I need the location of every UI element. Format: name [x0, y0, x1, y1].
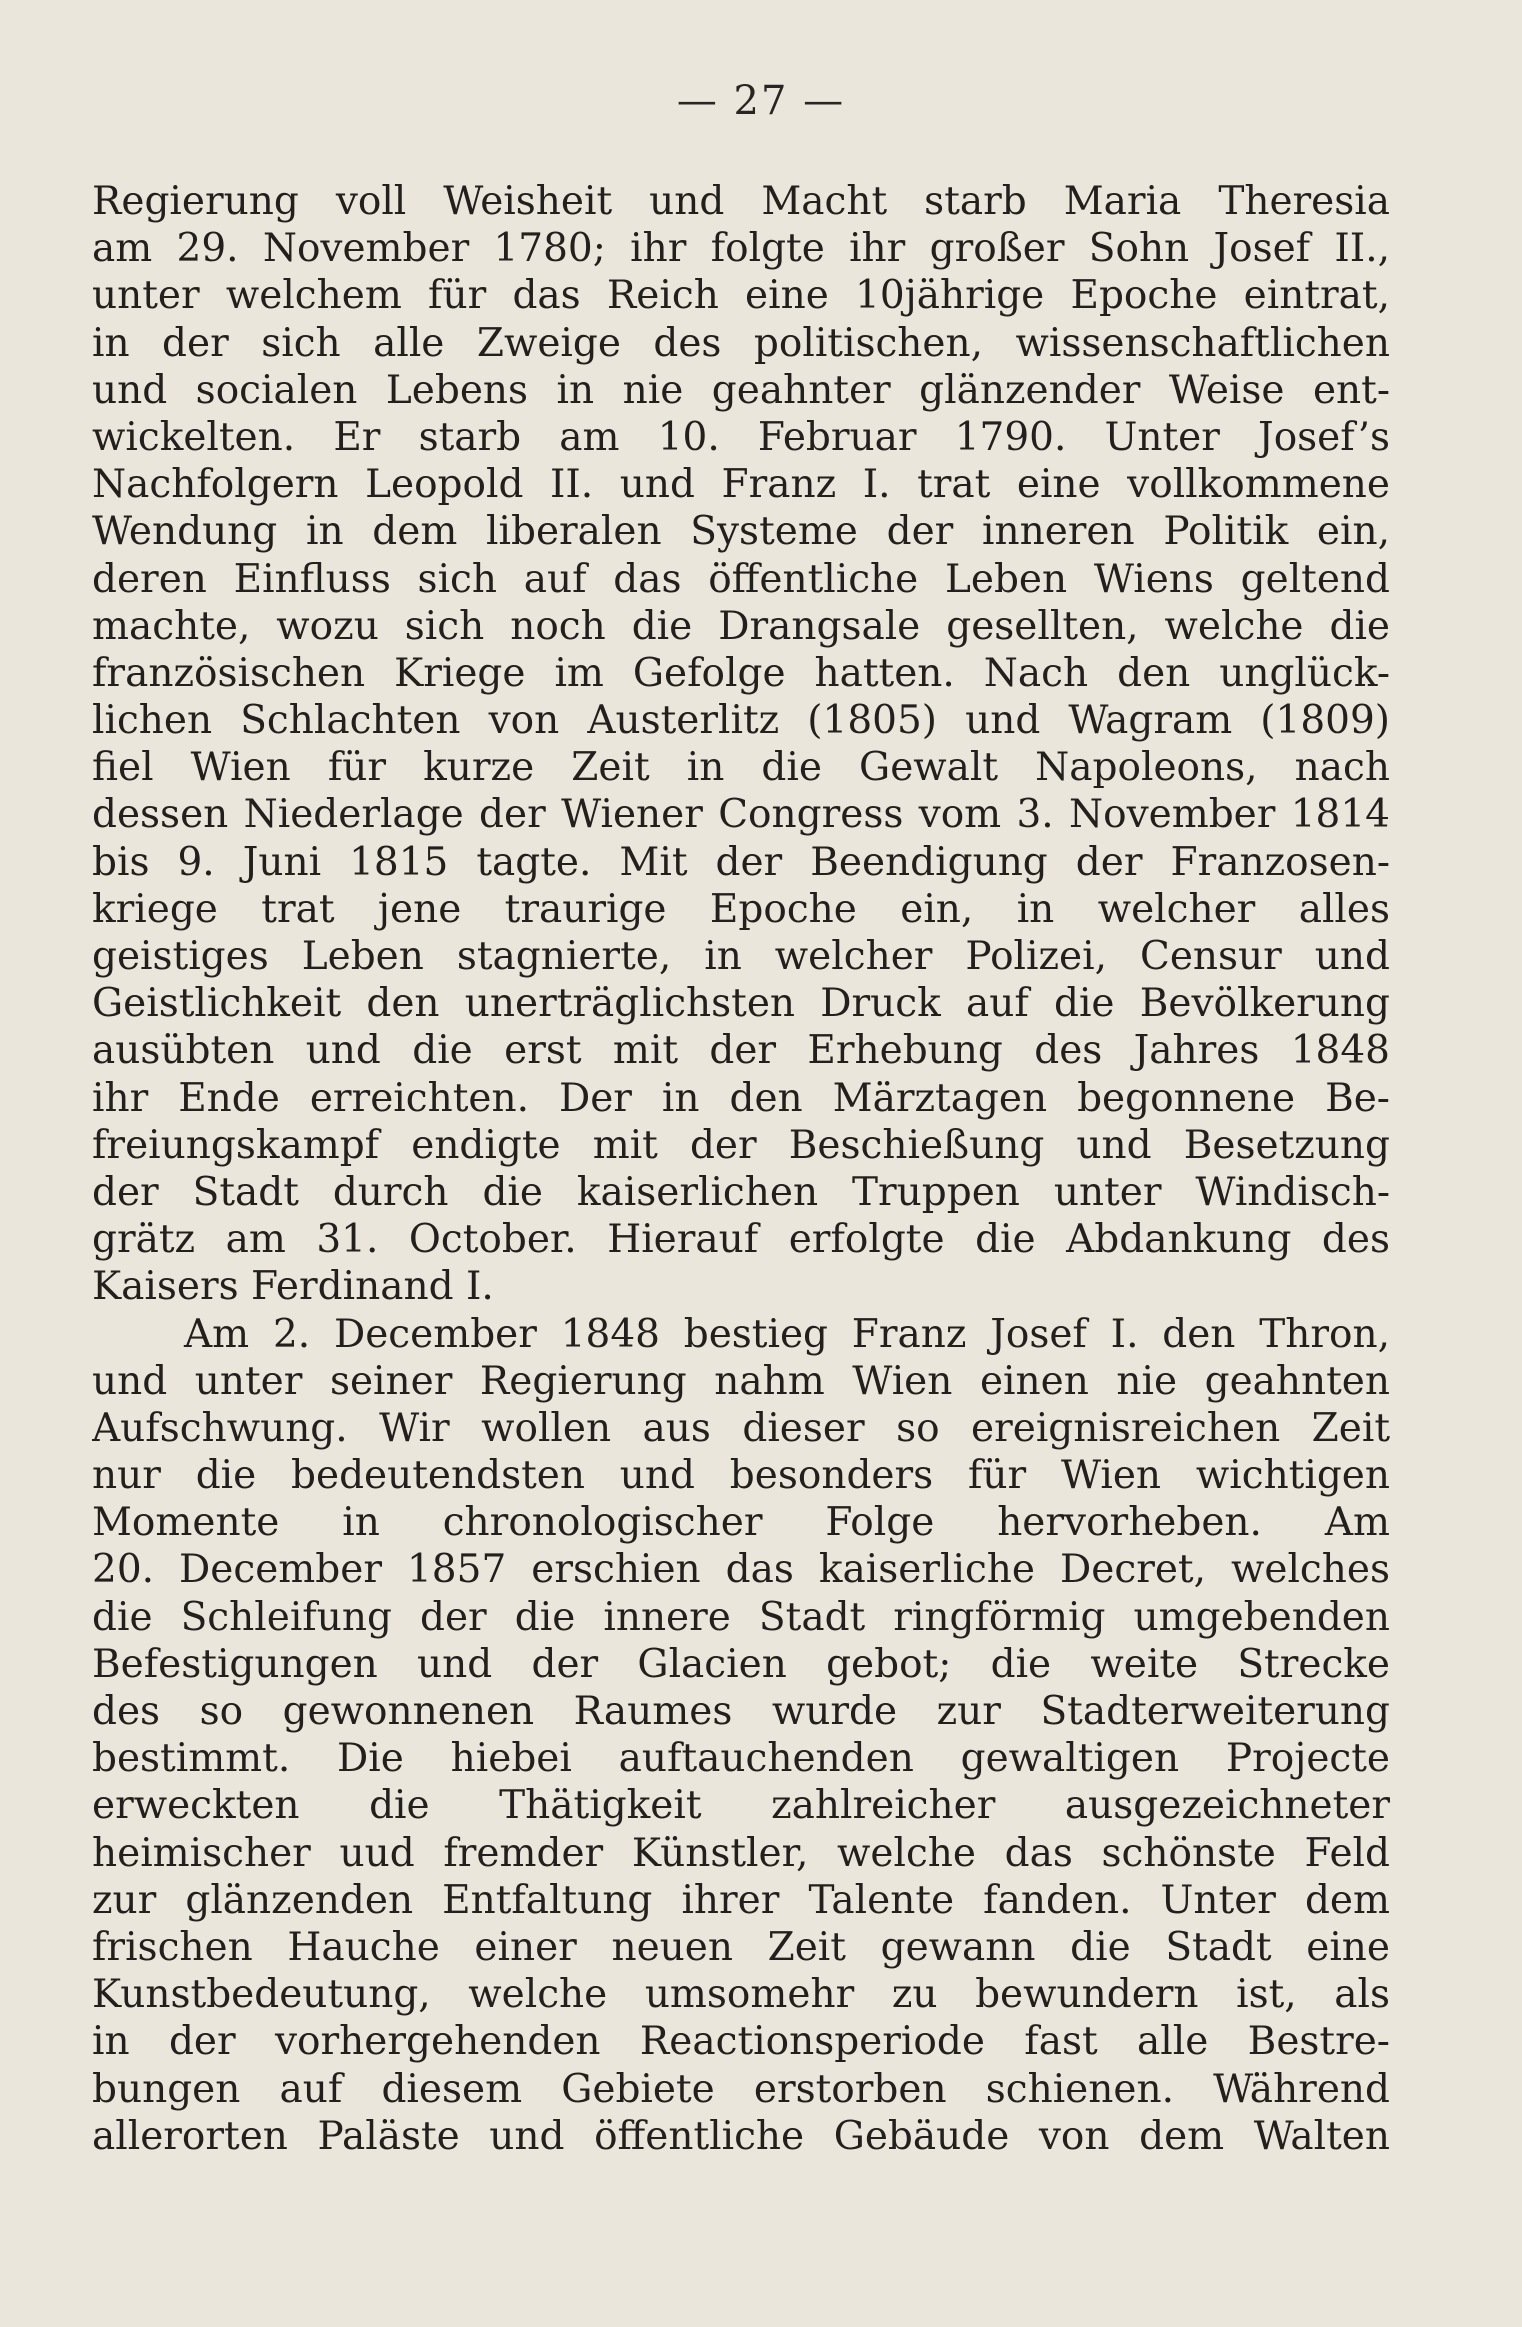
- text-line: die Schleifung der die innere Stadt ringförmig umgebenden: [92, 1594, 1390, 1640]
- text-line: grätz am 31. October. Hierauf erfolgte die Abdankung des: [92, 1217, 1390, 1263]
- text-line: bestimmt. Die hiebei auftauchenden gewaltigen Projecte: [92, 1736, 1390, 1782]
- text-line: der Stadt durch die kaiserlichen Truppen unter Windisch-: [92, 1169, 1390, 1215]
- text-line: Aufschwung. Wir wollen aus dieser so ereignisreichen Zeit: [92, 1405, 1390, 1451]
- paragraph-end-line: Kaisers Ferdinand I.: [92, 1264, 494, 1310]
- text-line: machte, wozu sich noch die Drangsale gesellten, welche die: [92, 603, 1390, 649]
- text-line: heimischer uud fremder Künstler, welche das schönste Feld: [92, 1830, 1390, 1876]
- text-line: und socialen Lebens in nie geahnter glänzender Weise ent-: [92, 367, 1390, 413]
- paragraph-start-line: Am 2. December 1848 bestieg Franz Josef I. den Thron,: [184, 1311, 1390, 1357]
- text-line: zur glänzenden Entfaltung ihrer Talente fanden. Unter dem: [92, 1877, 1390, 1923]
- text-line: Nachfolgern Leopold II. und Franz I. trat eine vollkommene: [92, 462, 1390, 508]
- text-line: bungen auf diesem Gebiete erstorben schienen. Während: [92, 2066, 1390, 2112]
- text-line: und unter seiner Regierung nahm Wien einen nie geahnten: [92, 1358, 1390, 1404]
- text-line: Wendung in dem liberalen Systeme der inneren Politik ein,: [92, 509, 1390, 555]
- text-line: am 29. November 1780; ihr folgte ihr großer Sohn Josef II.,: [92, 226, 1390, 272]
- text-line: frischen Hauche einer neuen Zeit gewann die Stadt eine: [92, 1924, 1390, 1970]
- text-line: lichen Schlachten von Austerlitz (1805) und Wagram (1809): [92, 698, 1390, 744]
- text-line: 20. December 1857 erschien das kaiserliche Decret, welches: [92, 1547, 1390, 1593]
- text-line: deren Einfluss sich auf das öffentliche Leben Wiens geltend: [92, 556, 1390, 602]
- text-line: französischen Kriege im Gefolge hatten. Nach den unglück-: [92, 650, 1390, 696]
- text-line: in der vorhergehenden Reactionsperiode fast alle Bestre-: [92, 2019, 1390, 2065]
- text-line: ihr Ende erreichten. Der in den Märztagen begonnene Be-: [92, 1075, 1390, 1121]
- text-line: dessen Niederlage der Wiener Congress vom 3. November 1814: [92, 792, 1390, 838]
- text-line: geistiges Leben stagnierte, in welcher Polizei, Censur und: [92, 934, 1390, 979]
- text-line: nur die bedeutendsten und besonders für Wien wichtigen: [92, 1453, 1390, 1499]
- text-line: ausübten und die erst mit der Erhebung des Jahres 1848: [92, 1028, 1390, 1074]
- text-line: bis 9. Juni 1815 tagte. Mit der Beendigung der Franzosen-: [92, 839, 1390, 885]
- text-line: Regierung voll Weisheit und Macht starb Maria Theresia: [92, 179, 1390, 224]
- text-line: Momente in chronologischer Folge hervorheben. Am: [92, 1500, 1390, 1546]
- text-line: allerorten Paläste und öffentliche Gebäude von dem Walten: [92, 2113, 1390, 2159]
- text-line: Befestigungen und der Glacien gebot; die weite Strecke: [92, 1641, 1390, 1687]
- text-line: Geistlichkeit den unerträglichsten Druck auf die Bevölkerung: [92, 981, 1390, 1027]
- text-line: des so gewonnenen Raumes wurde zur Stadterweiterung: [92, 1689, 1390, 1734]
- text-line: kriege trat jene traurige Epoche ein, in welcher alles: [92, 886, 1390, 932]
- text-line: in der sich alle Zweige des politischen, wissenschaftlichen: [92, 320, 1390, 366]
- body-text: [92, 178, 1390, 2160]
- text-line: fiel Wien für kurze Zeit in die Gewalt Napoleons, nach: [92, 745, 1390, 791]
- text-line: Kunstbedeutung, welche umsomehr zu bewundern ist, als: [92, 1972, 1390, 2018]
- text-line: wickelten. Er starb am 10. Februar 1790. Unter Josef’s: [92, 414, 1390, 460]
- text-line: unter welchem für das Reich eine 10jährige Epoche eintrat,: [92, 273, 1390, 319]
- text-line: freiungskampf endigte mit der Beschießung und Besetzung: [92, 1122, 1390, 1168]
- page-number: — 27 —: [676, 78, 846, 124]
- text-line: erweckten die Thätigkeit zahlreicher ausgezeichneter: [92, 1783, 1390, 1829]
